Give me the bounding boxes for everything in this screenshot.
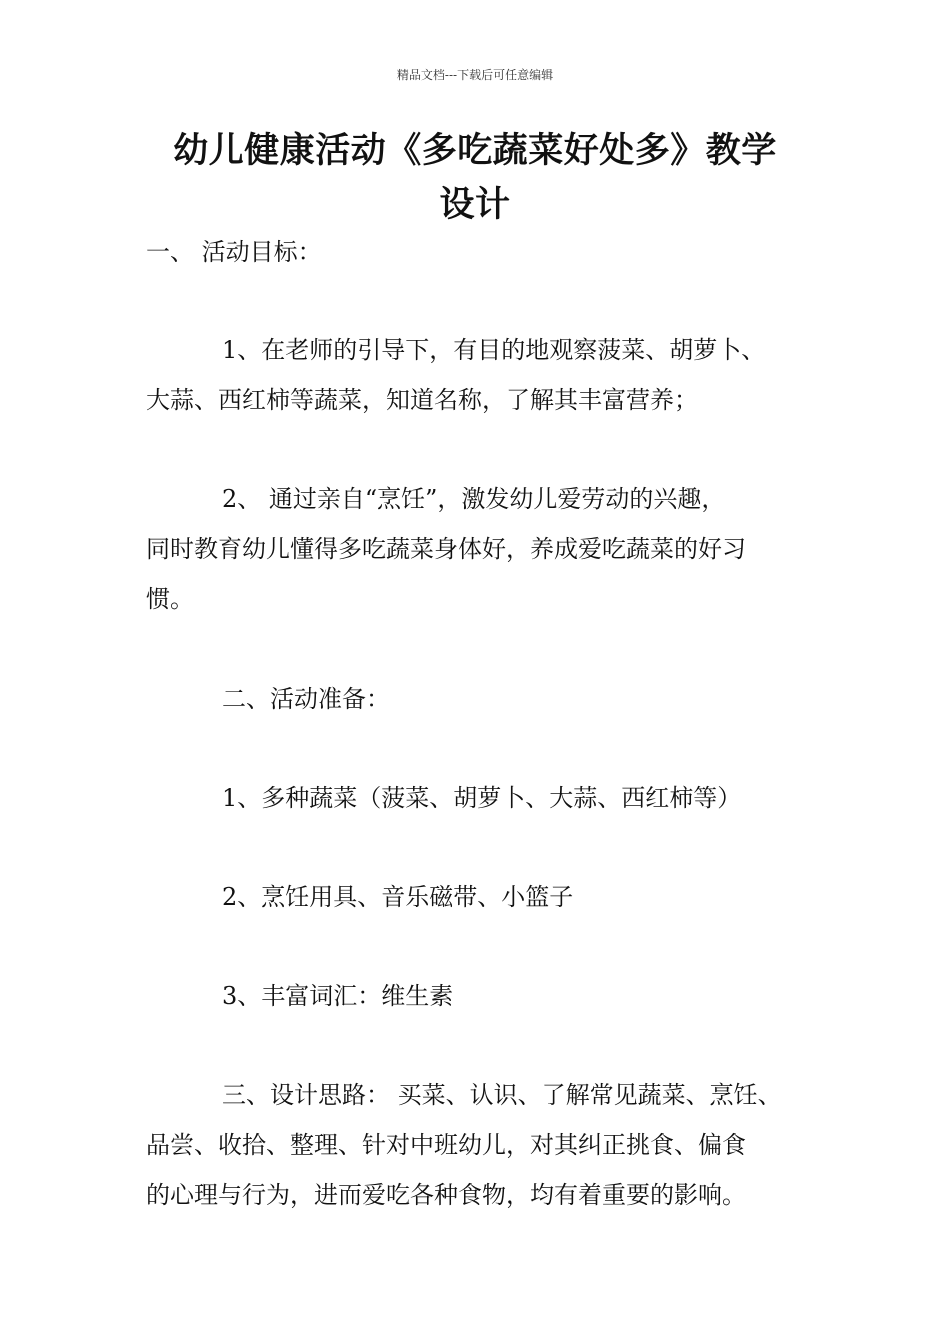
preparation-item-3: 3、丰富词汇：维生素 [222,982,454,1010]
title-line-1: 幼儿健康活动《多吃蔬菜好处多》教学 [173,131,777,171]
design-line-2: 品尝、收拾、整理、针对中班幼儿，对其纠正挑食、偏食 [146,1131,746,1159]
title-line-2: 设计 [439,185,511,225]
header-note: 精品文档---下载后可任意编辑 [396,68,554,82]
design-line-1: 三、设计思路： 买菜、认识、了解常见蔬菜、烹饪、 [222,1081,782,1109]
goal-item-2-line-1: 2、 通过亲自“烹饪”，激发幼儿爱劳动的兴趣， [222,485,726,513]
preparation-item-2: 2、烹饪用具、音乐磁带、小篮子 [222,883,574,911]
design-line-3: 的心理与行为，进而爱吃各种食物，均有着重要的影响。 [146,1181,746,1209]
goal-item-1-line-2: 大蒜、西红柿等蔬菜，知道名称，了解其丰富营养； [146,386,698,414]
goal-item-2-line-3: 惯。 [146,585,194,613]
document-title [140,124,810,232]
section-heading-goals: 一、 活动目标： [146,238,322,266]
goal-item-1-line-1: 1、在老师的引导下，有目的地观察菠菜、胡萝卜、 [222,336,766,364]
section-heading-preparation: 二、活动准备： [222,685,390,713]
goal-item-2-line-2: 同时教育幼儿懂得多吃蔬菜身体好，养成爱吃蔬菜的好习 [146,535,746,563]
preparation-item-1: 1、多种蔬菜（菠菜、胡萝卜、大蒜、西红柿等） [222,784,742,812]
